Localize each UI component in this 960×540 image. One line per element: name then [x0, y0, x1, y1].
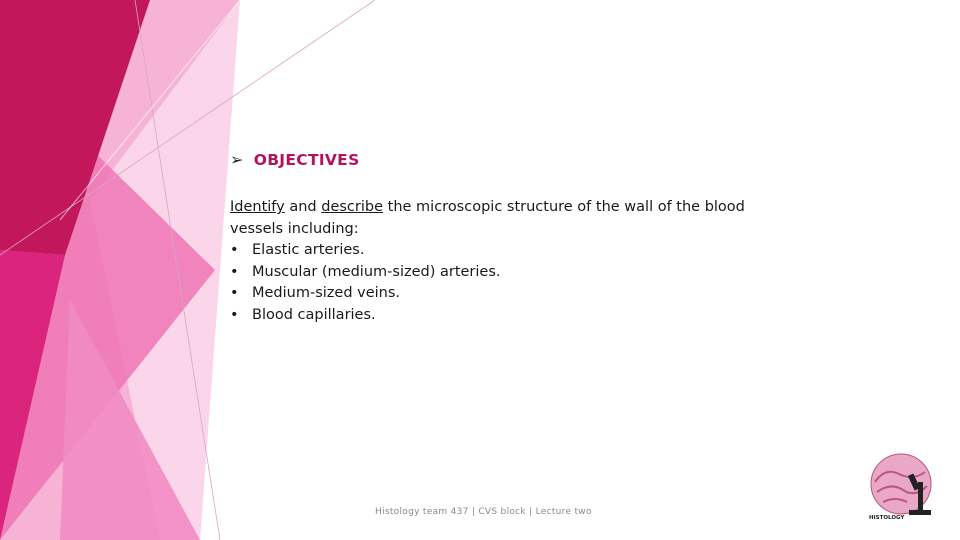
- objectives-body: [230, 197, 750, 326]
- intro-connector: and: [284, 199, 322, 215]
- vessel-list: [230, 240, 750, 326]
- list-item-text: Blood capillaries.: [252, 306, 376, 323]
- slide-footer: Histology team 437 | CVS block | Lecture two: [375, 507, 592, 517]
- list-item: [230, 240, 750, 262]
- bullet-dot-icon: •: [230, 306, 239, 323]
- arrowhead-bullet-icon: ➢: [230, 150, 244, 169]
- logo-microscope-base: [909, 510, 931, 515]
- logo-text: HISTOLOGY: [869, 515, 905, 521]
- objectives-heading: [230, 150, 360, 169]
- keyword-describe: describe: [321, 199, 384, 215]
- list-item: [230, 305, 750, 327]
- list-item: [230, 262, 750, 284]
- bullet-dot-icon: •: [230, 285, 239, 301]
- bullet-dot-icon: •: [230, 242, 239, 258]
- keyword-identify: Identify: [230, 199, 285, 215]
- bullet-dot-icon: •: [230, 263, 239, 280]
- list-item-text: Muscular (medium-sized) arteries.: [252, 263, 501, 280]
- list-item: [230, 283, 750, 305]
- intro-rest: the microscopic structure of the wall of the blood vessels including:: [230, 199, 745, 237]
- list-item-text: Elastic arteries.: [252, 242, 365, 258]
- microscope-logo-icon: [865, 452, 937, 524]
- heading-text: OBJECTIVES: [253, 150, 360, 169]
- intro-paragraph: [230, 197, 750, 240]
- list-item-text: Medium-sized veins.: [252, 285, 401, 301]
